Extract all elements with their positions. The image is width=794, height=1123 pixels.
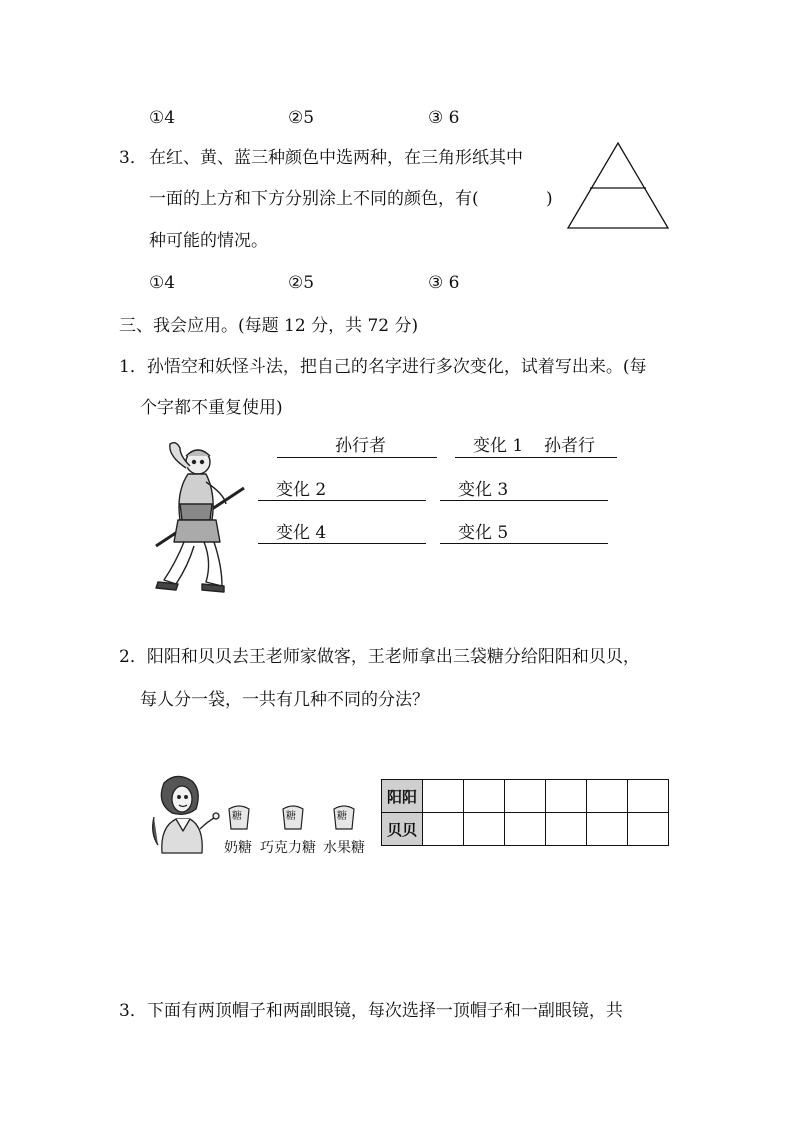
table-cell[interactable] — [464, 813, 505, 846]
candy-bag-text-1: 糖 — [232, 811, 242, 822]
p2-line2: 每人分一袋，一共有几种不同的分法？ — [140, 690, 429, 710]
answer-v4-label: 变化 4 — [276, 523, 327, 543]
q3-line1: 在红、黄、蓝三种颜色中选两种，在三角形纸其中 — [149, 148, 523, 168]
candy-bag-text-3: 糖 — [337, 811, 347, 822]
q3-line2-close: ) — [546, 189, 553, 209]
monkey-king-illustration — [146, 442, 250, 594]
distribution-table — [381, 779, 669, 846]
q3-number: 3． — [119, 148, 147, 168]
table-cell[interactable] — [505, 780, 546, 813]
q3-option-a: ①4 — [149, 273, 176, 293]
q3-option-c: ③ 6 — [428, 273, 460, 293]
table-cell[interactable] — [546, 780, 587, 813]
candy-bag-text-2: 糖 — [286, 811, 296, 822]
table-cell[interactable] — [587, 813, 628, 846]
teacher-illustration — [146, 773, 220, 857]
section-heading: 三、我会应用。(每题 12 分，共 72 分) — [119, 316, 419, 336]
answer-v1-label: 变化 1 — [473, 436, 524, 456]
answer-v5-label: 变化 5 — [458, 523, 509, 543]
answer-orig: 孙行者 — [335, 436, 386, 456]
candy-label-chocolate: 巧克力糖 — [260, 840, 316, 856]
p1-line1: 1．孙悟空和妖怪斗法，把自己的名字进行多次变化，试着写出来。(每 — [119, 357, 647, 377]
table-cell[interactable] — [587, 780, 628, 813]
table-cell[interactable] — [546, 813, 587, 846]
table-row — [382, 813, 669, 846]
p3-line1: 3．下面有两顶帽子和两副眼镜，每次选择一顶帽子和一副眼镜，共 — [119, 1001, 623, 1021]
table-cell[interactable] — [423, 813, 464, 846]
p1-line2: 个字都不重复使用) — [140, 398, 283, 418]
answer-line-orig — [277, 457, 437, 458]
table-cell[interactable] — [628, 780, 669, 813]
p2-line1: 2．阳阳和贝贝去王老师家做客，王老师拿出三袋糖分给阳阳和贝贝， — [119, 647, 640, 667]
answer-v2-label: 变化 2 — [276, 480, 327, 500]
answer-line-v3 — [440, 500, 608, 501]
table-cell[interactable] — [423, 780, 464, 813]
answer-line-v4 — [258, 543, 426, 544]
q3-line2: 一面的上方和下方分别涂上不同的颜色，有( — [149, 189, 479, 209]
q3-option-b: ②5 — [288, 273, 315, 293]
row-label-beibei: 贝贝 — [382, 813, 423, 846]
row-label-yangyang: 阳阳 — [382, 780, 423, 813]
table-cell[interactable] — [505, 813, 546, 846]
answer-v3-label: 变化 3 — [458, 480, 509, 500]
triangle-figure — [566, 140, 670, 232]
candy-label-fruit: 水果糖 — [323, 840, 365, 856]
answer-line-v1 — [455, 457, 617, 458]
q2-option-b: ②5 — [288, 108, 315, 128]
q2-option-c: ③ 6 — [428, 108, 460, 128]
answer-line-v5 — [440, 543, 608, 544]
table-row — [382, 780, 669, 813]
table-cell[interactable] — [628, 813, 669, 846]
q3-line3: 种可能的情况。 — [149, 231, 268, 251]
answer-v1-value: 孙者行 — [544, 436, 595, 456]
table-cell[interactable] — [464, 780, 505, 813]
candy-label-milk: 奶糖 — [224, 840, 252, 856]
answer-line-v2 — [258, 500, 426, 501]
q2-option-a: ①4 — [149, 108, 176, 128]
